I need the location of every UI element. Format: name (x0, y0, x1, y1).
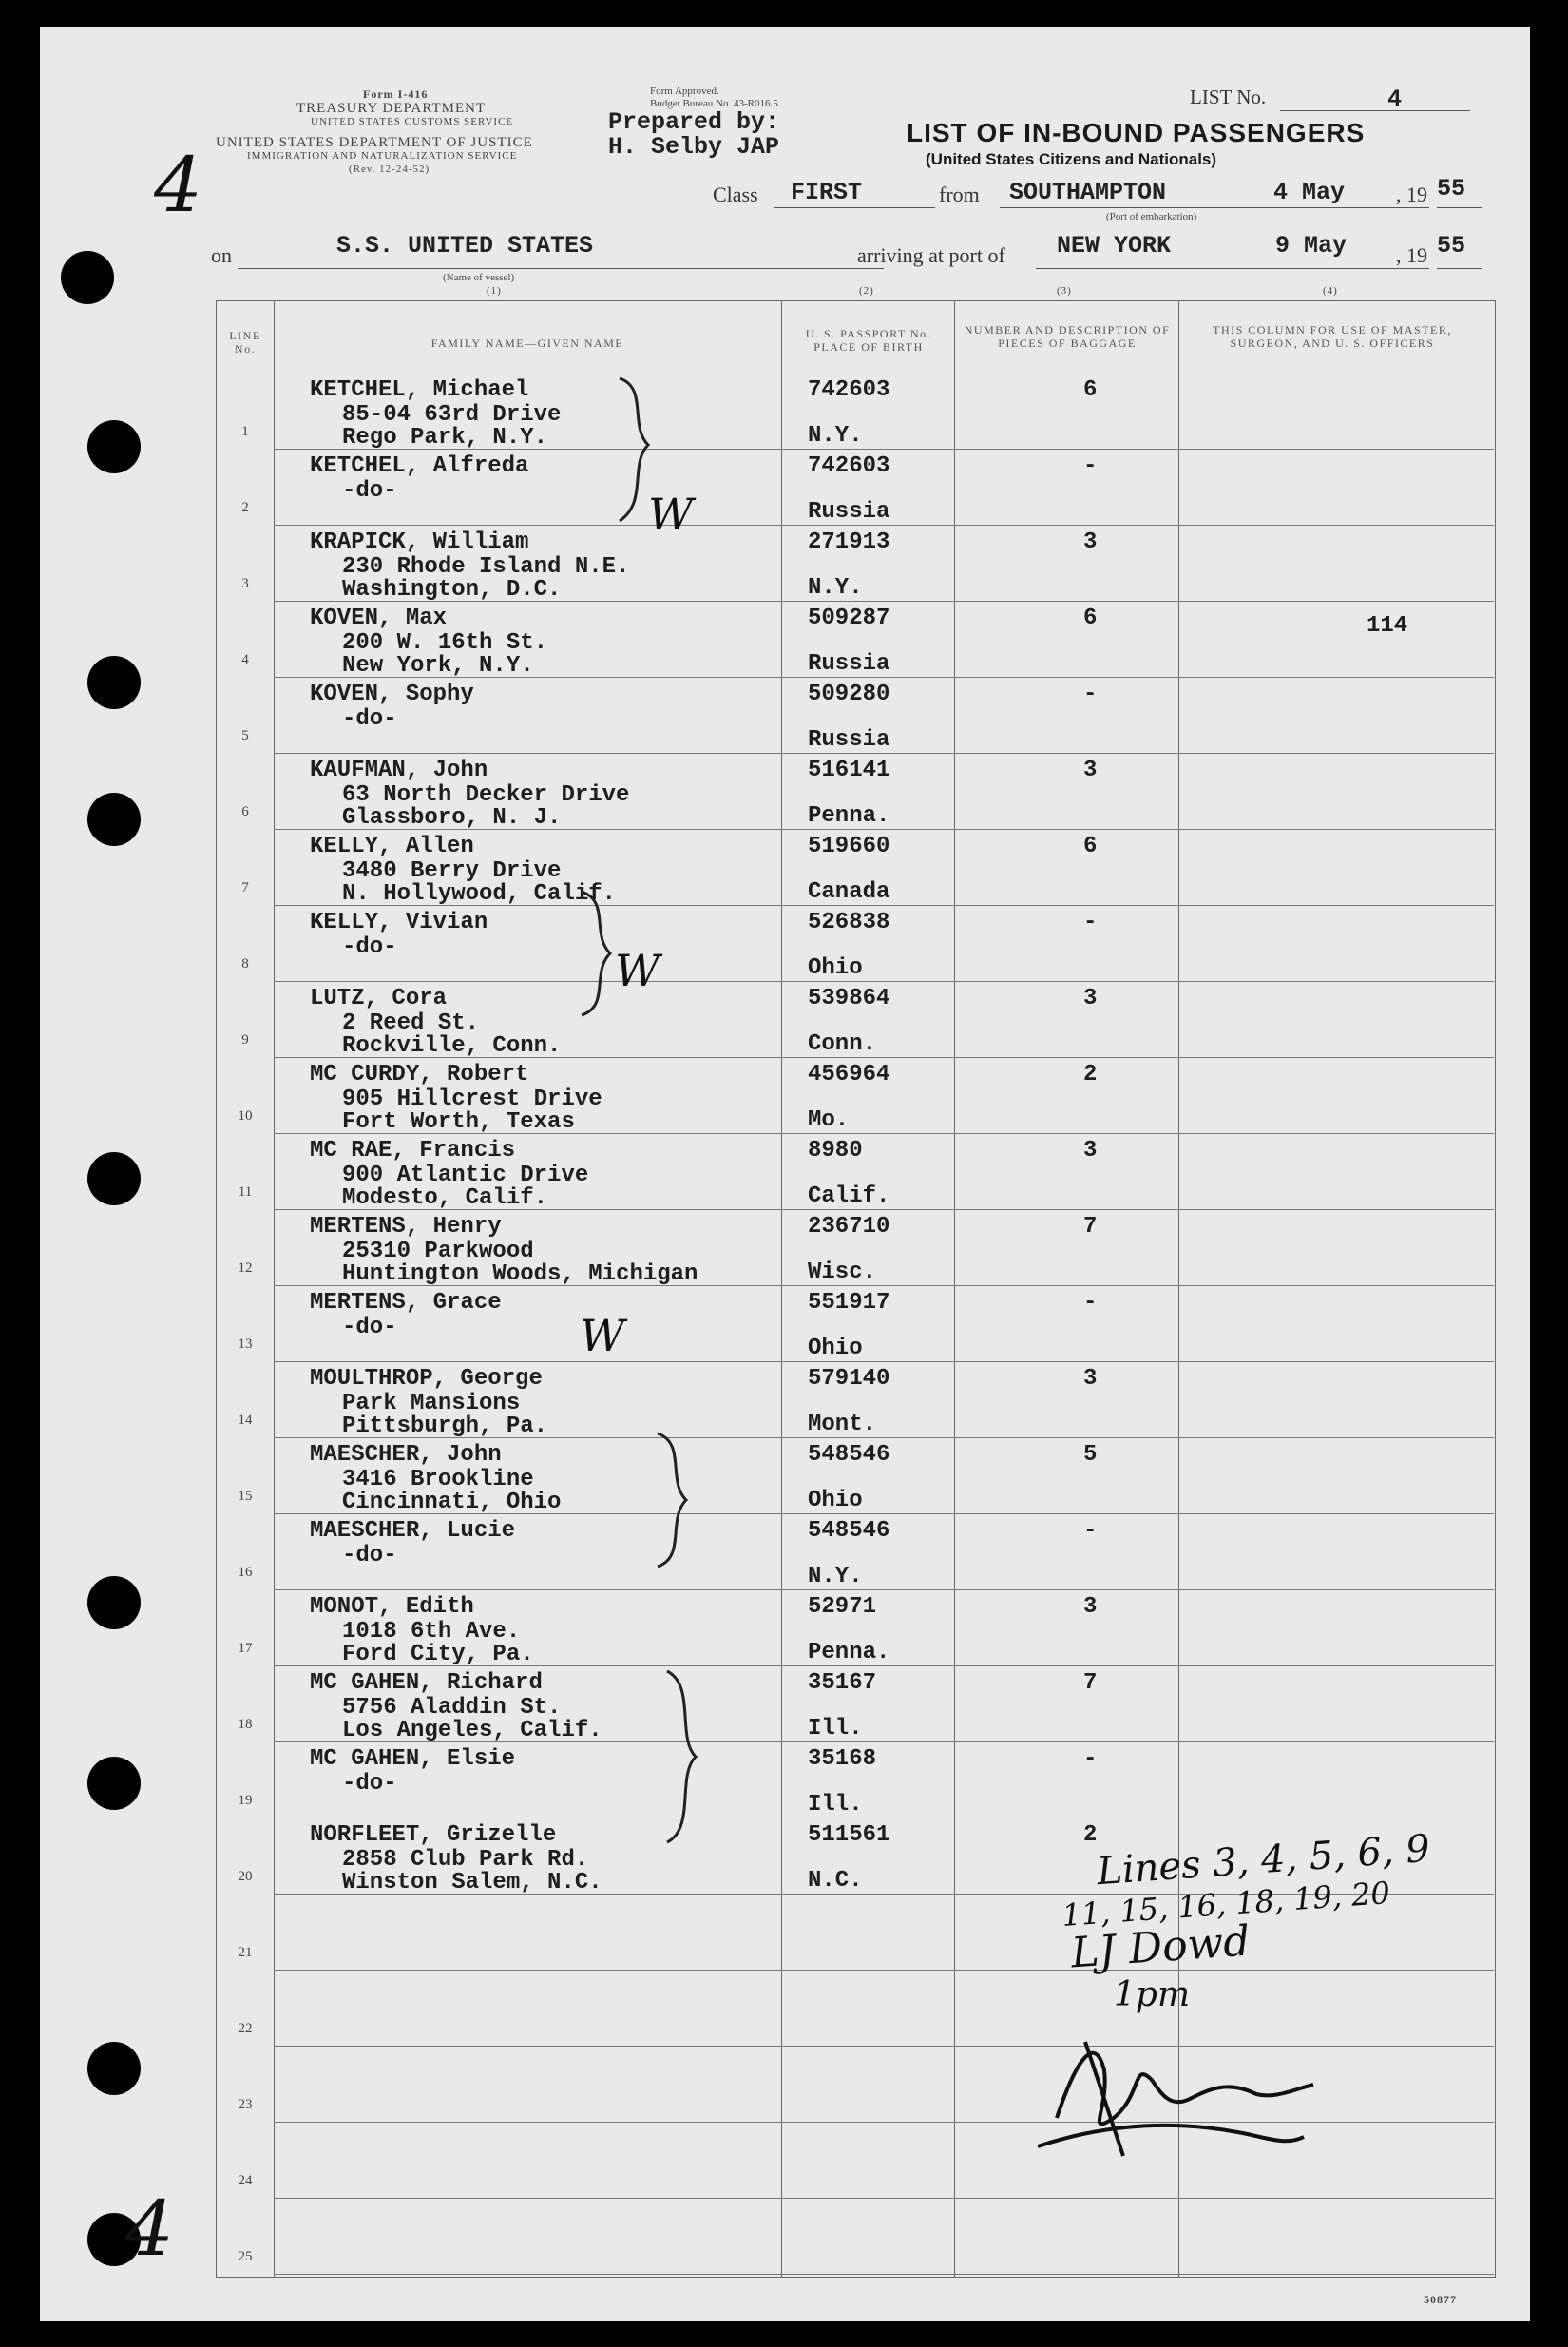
passport-number: 509280 (808, 682, 890, 707)
passport-number: 8980 (808, 1138, 863, 1164)
header-family-name: FAMILY NAME—GIVEN NAME (430, 337, 624, 350)
line-number: 1 (241, 424, 249, 439)
place-of-birth: Canada (808, 879, 890, 905)
note-line-1: Lines 3, 4, 5, 6, 9 (1095, 1826, 1432, 1895)
passenger-name: KELLY, Allen (310, 834, 474, 859)
baggage-count: 3 (1083, 1138, 1098, 1164)
arrival-year: 55 (1437, 232, 1466, 260)
brace-mark (610, 369, 667, 530)
col1-no: (1) (487, 285, 502, 297)
passport-number: 526838 (808, 910, 890, 935)
baggage-count: 6 (1083, 377, 1098, 403)
footer-code: 50877 (1424, 2293, 1457, 2306)
passenger-name: KOVEN, Sophy (310, 682, 474, 707)
address-line-1: 3480 Berry Drive (342, 858, 562, 884)
baggage-count: - (1083, 1518, 1098, 1544)
line-number: 18 (238, 1717, 253, 1732)
address-line-1: 200 W. 16th St. (342, 630, 548, 656)
baggage-count: - (1083, 1746, 1098, 1772)
arrival-year-prefix: , 19 (1396, 243, 1427, 267)
place-of-birth: Calif. (808, 1183, 890, 1209)
passport-number: 742603 (808, 453, 890, 479)
address-line-1: 5756 Aladdin St. (342, 1695, 562, 1721)
address-line-1: -do- (342, 1543, 397, 1568)
arriving-label: arriving at port of (857, 243, 1005, 267)
address-line-1: 85-04 63rd Drive (342, 402, 562, 428)
address-line-1: -do- (342, 1315, 397, 1340)
binder-hole (87, 1152, 141, 1205)
binder-hole (87, 1576, 141, 1629)
place-of-birth: N.C. (808, 1868, 863, 1894)
baggage-count: 5 (1083, 1442, 1098, 1468)
margin-number-top: 4 (154, 141, 202, 229)
passenger-name: KOVEN, Max (310, 606, 448, 631)
binder-hole (87, 2042, 141, 2095)
passenger-name: MC GAHEN, Richard (310, 1670, 543, 1696)
revision: (Rev. 12-24-52) (349, 164, 430, 175)
address-line-1: -do- (342, 478, 397, 504)
passenger-name: MAESCHER, John (310, 1442, 502, 1468)
place-of-birth: Russia (808, 499, 890, 525)
passport-number: 548546 (808, 1442, 890, 1468)
officer-signature (1019, 2004, 1342, 2165)
address-line-1: 25310 Parkwood (342, 1239, 534, 1264)
address-line-1: 2 Reed St. (342, 1010, 480, 1036)
list-no-value: 4 (1387, 86, 1403, 113)
departure-year: 55 (1437, 175, 1466, 202)
passenger-name: NORFLEET, Grizelle (310, 1822, 557, 1848)
place-of-birth: Ill. (808, 1716, 863, 1741)
passenger-name: KRAPICK, William (310, 529, 529, 555)
line-number: 12 (238, 1260, 253, 1276)
header-baggage: NUMBER AND DESCRIPTION OF PIECES OF BAGGAGE (964, 323, 1171, 350)
line-number: 9 (241, 1032, 249, 1048)
address-line-2: Glassboro, N. J. (342, 805, 562, 831)
baggage-count: 6 (1083, 834, 1098, 859)
brace-mark (658, 1662, 715, 1852)
passport-number: 509287 (808, 606, 890, 631)
line-number: 2 (241, 500, 249, 515)
line-number: 4 (241, 652, 249, 667)
row-divider (274, 2198, 1494, 2199)
place-of-birth: N.Y. (808, 575, 863, 601)
baggage-count: 3 (1083, 986, 1098, 1011)
treasury-dept: TREASURY DEPARTMENT (296, 101, 487, 116)
address-line-2: New York, N.Y. (342, 653, 534, 679)
line-number: 6 (241, 804, 249, 819)
line-number: 14 (238, 1413, 253, 1428)
line-number: 11 (238, 1184, 253, 1200)
vessel-caption: (Name of vessel) (443, 272, 515, 283)
from-label: from (939, 183, 980, 206)
passenger-name: KETCHEL, Alfreda (310, 453, 529, 479)
prepared-by-value: H. Selby JAP (608, 133, 780, 161)
passport-number: 548546 (808, 1518, 890, 1544)
baggage-count: 3 (1083, 758, 1098, 783)
note-signature: LJ Dowd (1069, 1916, 1252, 1978)
baggage-count: - (1083, 910, 1098, 935)
line-number: 22 (238, 2021, 253, 2036)
row-divider (274, 1970, 1494, 1971)
place-of-birth: Wisc. (808, 1260, 877, 1285)
row-divider (274, 2274, 1494, 2275)
passport-number: 742603 (808, 377, 890, 403)
address-line-2: Cincinnati, Ohio (342, 1490, 562, 1515)
line-number: 5 (241, 728, 249, 743)
place-of-birth: N.Y. (808, 423, 863, 449)
place-of-birth: Russia (808, 651, 890, 677)
line-number: 15 (238, 1489, 253, 1504)
note-line-2: 11, 15, 16, 18, 19, 20 (1061, 1874, 1391, 1934)
place-of-birth: Mont. (808, 1412, 877, 1437)
baggage-count: 3 (1083, 1366, 1098, 1392)
brace-mark (572, 882, 629, 1025)
header-line-no: LINE No. (229, 329, 261, 356)
address-line-2: Fort Worth, Texas (342, 1109, 575, 1135)
arrival-port: NEW YORK (1057, 232, 1172, 260)
passport-number: 519660 (808, 834, 890, 859)
binder-hole (61, 251, 114, 304)
class-value: FIRST (791, 179, 863, 206)
place-of-birth: Conn. (808, 1031, 877, 1057)
address-line-2: N. Hollywood, Calif. (342, 881, 617, 907)
passenger-name: LUTZ, Cora (310, 986, 448, 1011)
row-divider (274, 981, 1494, 982)
binder-hole (87, 1757, 141, 1810)
vessel-name: S.S. UNITED STATES (336, 232, 594, 260)
address-line-2: Modesto, Calif. (342, 1185, 548, 1211)
passport-number: 511561 (808, 1822, 890, 1848)
list-subtitle: (United States Citizens and Nationals) (926, 150, 1217, 168)
address-line-2: Pittsburgh, Pa. (342, 1414, 548, 1439)
address-line-1: 63 North Decker Drive (342, 782, 630, 808)
from-value: SOUTHAMPTON (1009, 179, 1167, 206)
address-line-1: 1018 6th Ave. (342, 1619, 521, 1645)
row-divider (274, 1589, 1494, 1590)
baggage-count: - (1083, 682, 1098, 707)
passenger-name: MC CURDY, Robert (310, 1062, 529, 1087)
passenger-name: KELLY, Vivian (310, 910, 488, 935)
address-line-2: Rego Park, N.Y. (342, 425, 548, 451)
address-line-1: -do- (342, 706, 397, 732)
ins-service: IMMIGRATION AND NATURALIZATION SERVICE (247, 150, 518, 162)
arrival-date: 9 May (1275, 232, 1348, 260)
margin-number-bottom: 4 (125, 2184, 174, 2273)
passport-number: 516141 (808, 758, 890, 783)
form-number: Form I-416 (363, 87, 429, 101)
customs-service: UNITED STATES CUSTOMS SERVICE (311, 116, 514, 127)
address-line-2: Huntington Woods, Michigan (342, 1261, 698, 1287)
address-line-1: 3416 Brookline (342, 1467, 534, 1492)
address-line-1: 905 Hillcrest Drive (342, 1087, 602, 1112)
list-no-label: LIST No. (1190, 86, 1267, 108)
passport-number: 579140 (808, 1366, 890, 1392)
class-label: Class (713, 183, 758, 206)
baggage-count: 2 (1083, 1062, 1098, 1087)
place-of-birth: Ohio (808, 955, 863, 981)
binder-hole (87, 656, 141, 709)
passport-number: 271913 (808, 529, 890, 555)
port-embarkation-caption: (Port of embarkation) (1106, 211, 1197, 222)
baggage-count: 7 (1083, 1670, 1098, 1696)
address-line-1: 2858 Club Park Rd. (342, 1847, 589, 1873)
address-line-1: 230 Rhode Island N.E. (342, 554, 630, 580)
brace-mark (648, 1424, 705, 1576)
line-number: 19 (238, 1793, 253, 1808)
baggage-count: - (1083, 453, 1098, 479)
passenger-name: MONOT, Edith (310, 1594, 474, 1620)
address-line-2: Ford City, Pa. (342, 1642, 534, 1667)
baggage-count: 3 (1083, 529, 1098, 555)
passport-number: 539864 (808, 986, 890, 1011)
address-line-1: -do- (342, 934, 397, 960)
list-title: LIST OF IN-BOUND PASSENGERS (907, 118, 1366, 147)
baggage-count: 6 (1083, 606, 1098, 631)
document-page (40, 27, 1530, 2321)
place-of-birth: Russia (808, 727, 890, 753)
binder-hole (87, 420, 141, 473)
line-number: 10 (238, 1108, 253, 1124)
line-number: 25 (238, 2249, 253, 2264)
line-number: 8 (241, 956, 249, 972)
passenger-name: KETCHEL, Michael (310, 377, 529, 403)
place-of-birth: N.Y. (808, 1564, 863, 1589)
w-mark: W (580, 1310, 625, 1361)
binder-hole (87, 793, 141, 846)
w-mark: W (648, 489, 694, 540)
passenger-name: MERTENS, Henry (310, 1214, 502, 1240)
line-number: 3 (241, 576, 249, 591)
place-of-birth: Mo. (808, 1107, 850, 1133)
passenger-name: MAESCHER, Lucie (310, 1518, 516, 1544)
line-number: 20 (238, 1869, 253, 1884)
address-line-1: -do- (342, 1771, 397, 1797)
col4-no: (4) (1323, 285, 1338, 297)
passport-number: 35168 (808, 1746, 877, 1772)
line-number: 21 (238, 1945, 253, 1960)
departure-year-prefix: , 19 (1396, 183, 1427, 206)
address-line-2: Washington, D.C. (342, 577, 562, 603)
passport-number: 52971 (808, 1594, 877, 1620)
note-time: 1pm (1114, 1975, 1191, 2014)
place-of-birth: Ill. (808, 1792, 863, 1818)
on-label: on (211, 243, 232, 267)
baggage-count: 7 (1083, 1214, 1098, 1240)
col2-no: (2) (859, 285, 874, 297)
line-number: 16 (238, 1565, 253, 1580)
passenger-name: MC RAE, Francis (310, 1138, 516, 1164)
passport-number: 456964 (808, 1062, 890, 1087)
passport-number: 236710 (808, 1214, 890, 1240)
address-line-2: Winston Salem, N.C. (342, 1870, 602, 1895)
passenger-name: MOULTHROP, George (310, 1366, 543, 1392)
place-of-birth: Penna. (808, 803, 890, 829)
address-line-2: Los Angeles, Calif. (342, 1718, 602, 1743)
row-divider (274, 753, 1494, 754)
row-divider (274, 525, 1494, 526)
form-approved: Form Approved. (650, 86, 719, 97)
address-line-1: 900 Atlantic Drive (342, 1163, 589, 1188)
baggage-count: 2 (1083, 1822, 1098, 1848)
place-of-birth: Ohio (808, 1488, 863, 1513)
row-divider (274, 1361, 1494, 1362)
passport-number: 551917 (808, 1290, 890, 1316)
place-of-birth: Ohio (808, 1336, 863, 1361)
budget-bureau: Budget Bureau No. 43-R016.5. (650, 98, 781, 109)
baggage-count: - (1083, 1290, 1098, 1316)
header-officers: THIS COLUMN FOR USE OF MASTER, SURGEON, AND U. S. OFFICERS (1213, 323, 1452, 350)
w-mark: W (615, 945, 660, 996)
passenger-name: KAUFMAN, John (310, 758, 488, 783)
passenger-name: MERTENS, Grace (310, 1290, 502, 1316)
officer-note: 114 (1367, 613, 1408, 639)
departure-date: 4 May (1273, 179, 1346, 206)
col3-no: (3) (1057, 285, 1072, 297)
passport-number: 35167 (808, 1670, 877, 1696)
line-number: 17 (238, 1641, 253, 1656)
line-number: 7 (241, 880, 249, 895)
baggage-count: 3 (1083, 1594, 1098, 1620)
address-line-1: Park Mansions (342, 1391, 521, 1416)
justice-dept: UNITED STATES DEPARTMENT OF JUSTICE (216, 135, 533, 150)
header-passport: U. S. PASSPORT No. PLACE OF BIRTH (805, 327, 932, 354)
place-of-birth: Penna. (808, 1640, 890, 1665)
address-line-2: Rockville, Conn. (342, 1033, 562, 1059)
line-number: 23 (238, 2097, 253, 2112)
line-number: 24 (238, 2173, 253, 2188)
prepared-by-label: Prepared by: (608, 108, 780, 136)
passenger-name: MC GAHEN, Elsie (310, 1746, 516, 1772)
line-number: 13 (238, 1337, 253, 1352)
